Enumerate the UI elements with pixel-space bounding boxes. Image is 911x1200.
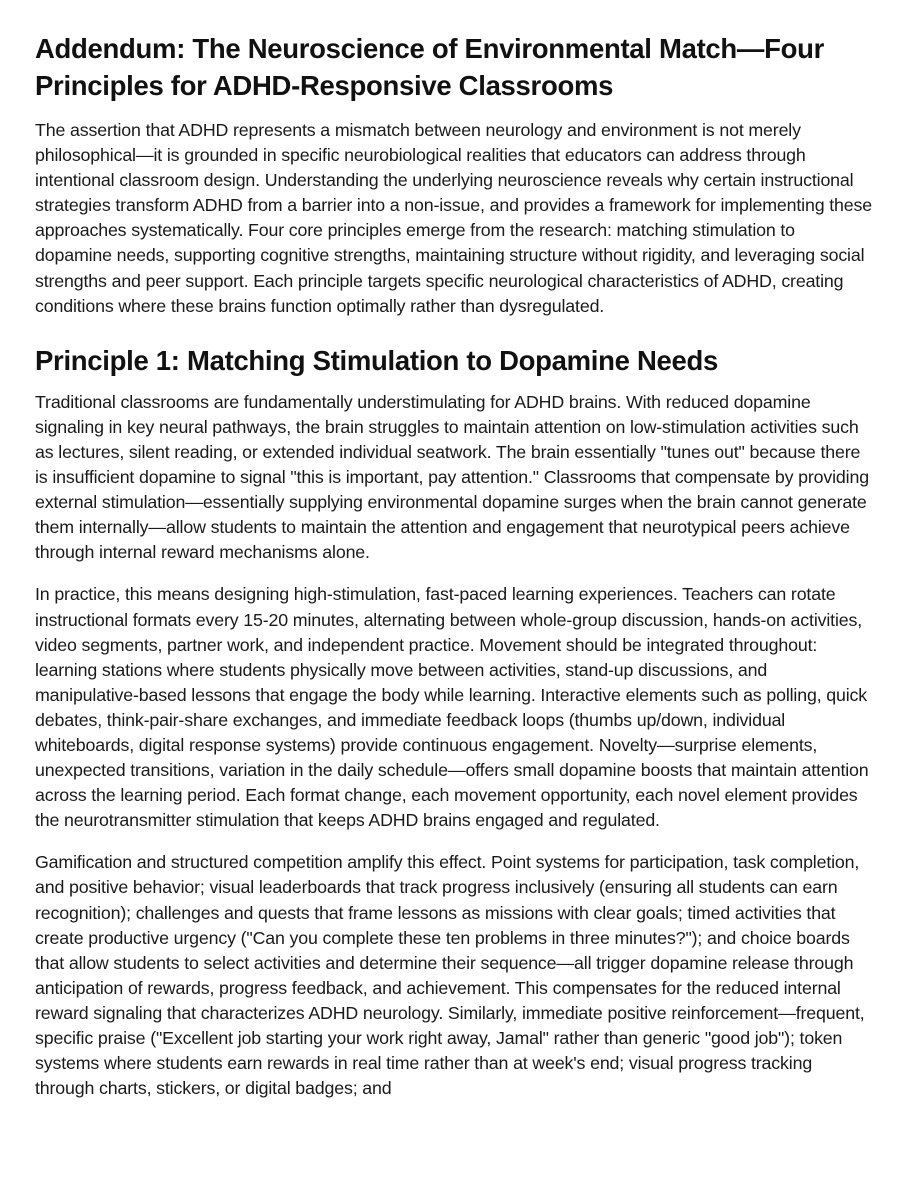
principle-1-paragraph-3: Gamification and structured competition amplify this effect. Point systems for participation, task completion, and positive behavior; visual leaderboards that track progress inclusively (ensuring all students can earn recognition); challenges and quests that frame lessons as missions with clear goals; timed activities that create productive urgency ("Can you complete these ten problems in three minutes?"); and choice boards that allow students to select activities and determine their sequence—all trigger dopamine release through anticipation of rewards, progress feedback, and achievement. This compensates for the reduced internal reward signaling that characterizes ADHD neurology. Similarly, immediate positive reinforcement—frequent, specific praise ("Excellent job starting your work right away, Jamal" rather than generic "good job"); token systems where students earn rewards in real time rather than at week's end; visual progress tracking through charts, stickers, or digital badges; and xyxy=(35,852,865,1099)
intro-paragraph: The assertion that ADHD represents a mismatch between neurology and environment is not merely philosophical—it is grounded in specific neurobiological realities that educators can address through intentional classroom design. Understanding the underlying neuroscience reveals why certain instructional strategies transform ADHD from a barrier into a non-issue, and provides a framework for implementing these approaches systematically. Four core principles emerge from the research: matching stimulation to dopamine needs, supporting cognitive strengths, maintaining structure without rigidity, and leveraging social strengths and peer support. Each principle targets specific neurological characteristics of ADHD, creating conditions where these brains function optimally rather than dysregulated. xyxy=(35,120,872,316)
principle-1-paragraph-2: In practice, this means designing high-stimulation, fast-paced learning experiences. Teachers can rotate instructional formats every 15-20 minutes, alternating between whole-group discussion, hands-on activities, video segments, partner work, and independent practice. Movement should be integrated throughout: learning stations where students physically move between activities, stand-up discussions, and manipulative-based lessons that engage the body while learning. Interactive elements such as polling, quick debates, think-pair-share exchanges, and immediate feedback loops (thumbs up/down, individual whiteboards, digital response systems) provide continuous engagement. Novelty—surprise elements, unexpected transitions, variation in the daily schedule—offers small dopamine boosts that maintain attention across the learning period. Each format change, each movement opportunity, each novel element provides the neurotransmitter stimulation that keeps ADHD brains engaged and regulated. xyxy=(35,584,869,831)
principle-1-paragraph-1: Traditional classrooms are fundamentally understimulating for ADHD brains. With reduced dopamine signaling in key neural pathways, the brain struggles to maintain attention on low-stimulation activities such as lectures, silent reading, or extended individual seatwork. The brain essentially "tunes out" because there is insufficient dopamine to signal "this is important, pay attention." Classrooms that compensate by providing external stimulation—essentially supplying environmental dopamine surges when the brain cannot generate them internally—allow students to maintain the attention and engagement that neurotypical peers achieve through internal reward mechanisms alone. xyxy=(35,391,869,563)
document-title: Addendum: The Neuroscience of Environmental Match—Four Principles for ADHD-Responsive Classrooms xyxy=(35,33,825,101)
section-heading-principle-1: Principle 1: Matching Stimulation to Dopamine Needs xyxy=(35,344,718,376)
